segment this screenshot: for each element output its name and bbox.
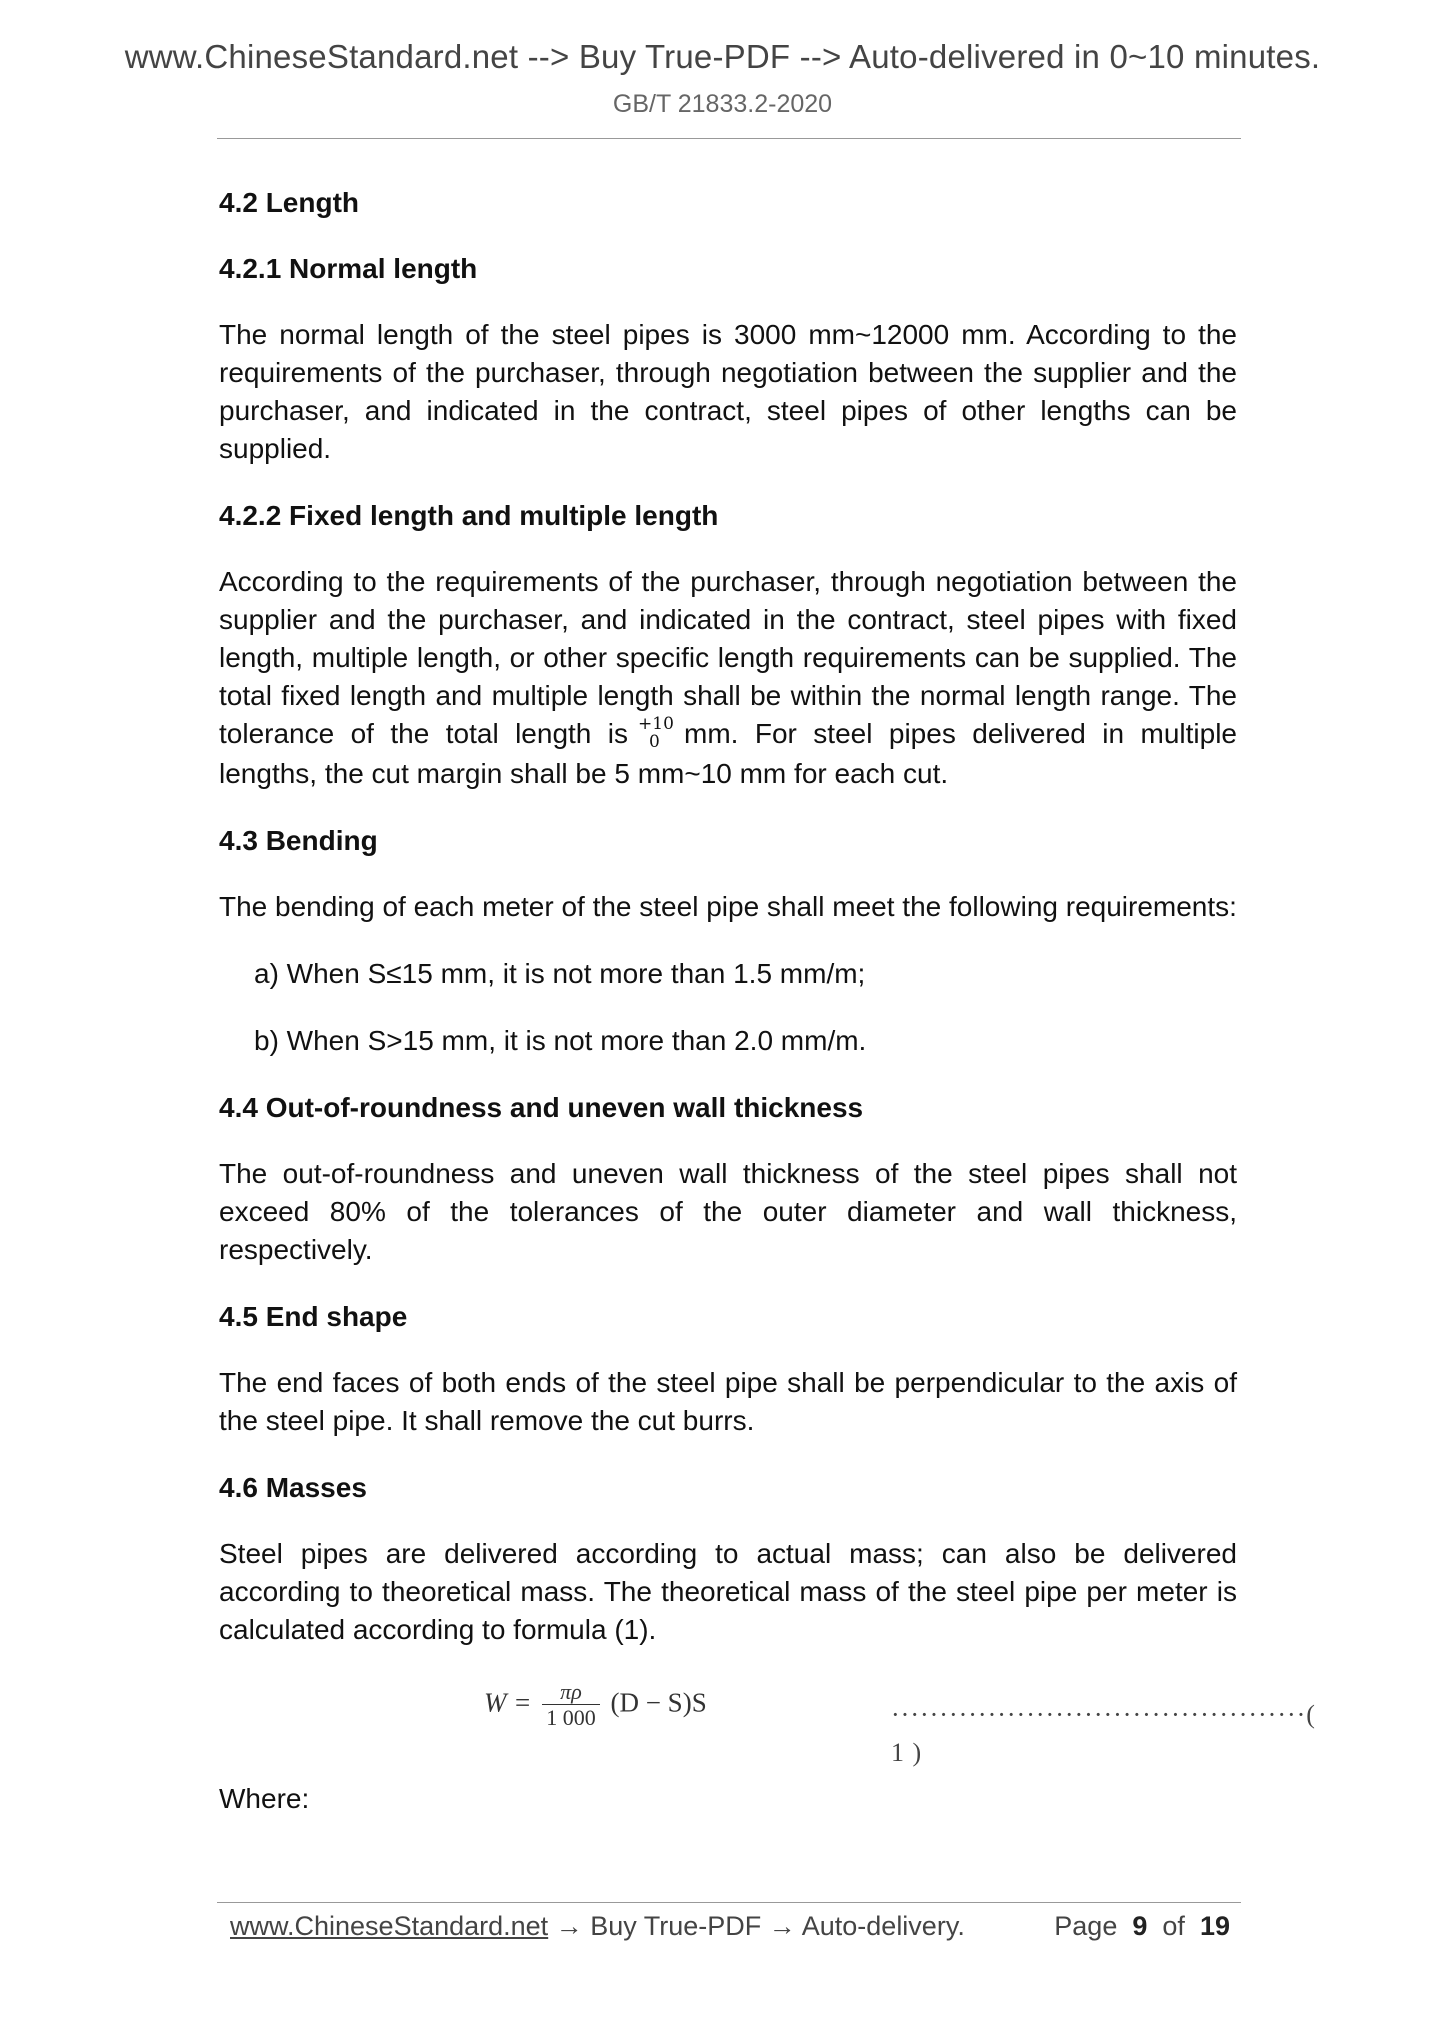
paragraph-4-2-2 xyxy=(219,563,1237,793)
formula-expression xyxy=(484,1680,707,1731)
page-indicator xyxy=(1054,1911,1230,1942)
heading-4-2-2: 4.2.2 Fixed length and multiple length xyxy=(219,500,719,531)
list-item-b: b) When S>15 mm, it is not more than 2.0 mm/m. xyxy=(254,1024,867,1056)
list-item-a: a) When S≤15 mm, it is not more than 1.5 mm/m; xyxy=(254,957,866,989)
formula-lhs: W = xyxy=(484,1687,532,1718)
standard-code: GB/T 21833.2-2020 xyxy=(612,90,833,118)
footer xyxy=(230,1911,1230,1942)
heading-4-3: 4.3 Bending xyxy=(219,824,378,856)
heading-4-5: 4.5 End shape xyxy=(219,1300,408,1332)
length-tolerance xyxy=(636,713,676,755)
paragraph-4-5: The end faces of both ends of the steel pipe shall be perpendicular to the axis of the steel pipe. It shall remove the cut burrs. xyxy=(219,1366,1237,1436)
formula-denominator: 1 000 xyxy=(542,1704,600,1731)
formula-rhs: (D − S)S xyxy=(610,1687,707,1718)
of-label: of xyxy=(1162,1911,1185,1941)
formula-1 xyxy=(219,1678,1316,1767)
formula-number: ···········································( 1 ) xyxy=(891,1699,1316,1767)
heading-4-4: 4.4 Out-of-roundness and uneven wall thickness xyxy=(219,1091,864,1123)
where-label: Where: xyxy=(219,1782,310,1814)
footer-link[interactable]: www.ChineseStandard.net xyxy=(230,1911,549,1941)
formula-numerator: πρ xyxy=(560,1678,582,1704)
paragraph-4-3: The bending of each meter of the steel pipe shall meet the following requirements: xyxy=(219,890,1237,922)
heading-4-2-1: 4.2.1 Normal length xyxy=(219,253,478,284)
page-number: 9 xyxy=(1132,1911,1148,1941)
page-total: 19 xyxy=(1199,1911,1230,1941)
paragraph-4-4: The out-of-roundness and uneven wall thickness of the steel pipes shall not exceed 80% of the tolerances of the outer diameter and wall thickness, respectively. xyxy=(219,1157,1237,1265)
paragraph-4-2-2-before: According to the requirements of the purchaser, through negotiation between the supplier and the purchaser, and indicated in the contract, steel pipes with fixed length, multiple length, or other specific length requirements can be supplied. The total fixed length and multiple length shall be within the normal length range. The tolerance of the total length is xyxy=(219,566,1237,749)
paragraph-4-6: Steel pipes are delivered according to actual mass; can also be delivered according to theoretical mass. The theoretical mass of the steel pipe per meter is calculated according to formula (1). xyxy=(219,1537,1237,1645)
paragraph-4-2-1: The normal length of the steel pipes is 3000 mm~12000 mm. According to the requirements of the purchaser, through negotiation between the supplier and the purchaser, and indicated in the contract, steel pipes of other lengths can be supplied. xyxy=(219,319,1237,464)
formula-fraction xyxy=(542,1680,600,1731)
paragraph-4-2-2-after: mm. For steel pipes delivered in multiple lengths, the cut margin shall be 5 mm~10 mm for each cut. xyxy=(219,718,1237,789)
footer-rule xyxy=(217,1902,1241,1903)
footer-text: → Buy True-PDF → Auto-delivery. xyxy=(548,1911,965,1941)
document-body xyxy=(219,184,1316,1847)
heading-4-2: 4.2 Length xyxy=(219,187,360,218)
tolerance-upper: +10 xyxy=(638,713,674,734)
tolerance-lower: 0 xyxy=(649,731,660,752)
header-banner: www.ChineseStandard.net --> Buy True-PDF --> Auto-delivered in 0~10 minutes. xyxy=(124,38,1321,75)
page-label: Page xyxy=(1054,1911,1118,1941)
header-rule xyxy=(217,138,1241,139)
heading-4-6: 4.6 Masses xyxy=(219,1471,367,1503)
